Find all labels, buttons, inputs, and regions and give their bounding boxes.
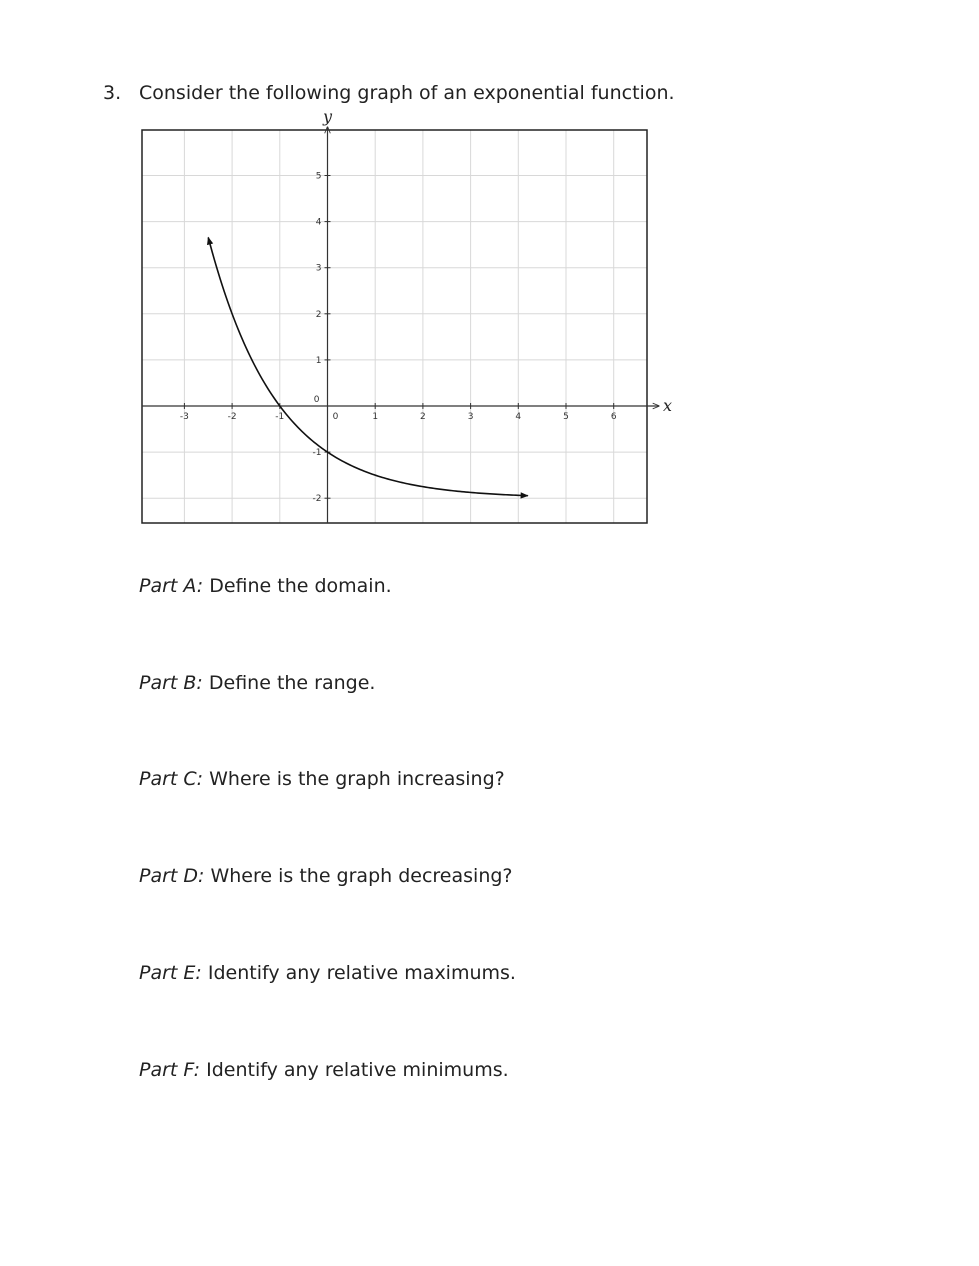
exponential-curve [208,237,528,495]
y-tick-label: 4 [315,217,322,228]
x-tick-label: 6 [610,412,617,422]
question-3 [103,80,675,106]
origin-label-x: 0 [332,412,339,422]
x-tick-label: -3 [179,412,189,422]
y-tick-label: 2 [315,309,322,320]
part-d [139,863,513,889]
part-label: Part C: [139,768,204,790]
y-axis-label: y [322,107,333,126]
y-tick-label: -2 [312,494,322,505]
part-prompt: Where is the graph increasing? [203,768,505,790]
y-tick-label: -1 [312,448,322,459]
part-label: Part B: [139,672,203,694]
part-label: Part E: [139,962,202,984]
exponential-graph [130,105,690,535]
y-tick-label: 1 [315,355,322,366]
grid-lines [142,130,647,523]
part-c [139,766,505,792]
x-tick-label: -2 [227,412,237,422]
y-tick-label: 5 [315,171,322,182]
part-label: Part A: [139,575,204,597]
question-text: Consider the following graph of an exponential function. [139,82,675,104]
part-prompt: Define the domain. [203,575,392,597]
origin-label-y: 0 [313,395,320,405]
axes [142,127,659,523]
part-label: Part F: [139,1059,201,1081]
y-tick-label: 3 [315,263,322,274]
x-tick-label: 2 [420,412,426,422]
part-prompt: Where is the graph decreasing? [204,865,513,887]
part-b [139,670,375,696]
part-f [139,1057,509,1083]
question-number: 3. [103,82,122,104]
part-prompt: Define the range. [202,672,376,694]
part-label: Part D: [139,865,205,887]
part-prompt: Identify any relative minimums. [200,1059,509,1081]
x-axis-label: x [663,396,673,415]
part-prompt: Identify any relative maximums. [201,962,516,984]
x-tick-label: 4 [515,412,522,422]
x-tick-label: -1 [275,412,285,422]
part-e [139,960,516,986]
graph-frame [142,130,647,523]
x-tick-label: 5 [563,412,569,422]
graph-svg [130,105,690,535]
x-tick-label: 3 [467,412,474,422]
part-a [139,573,392,599]
x-tick-label: 1 [372,412,379,422]
